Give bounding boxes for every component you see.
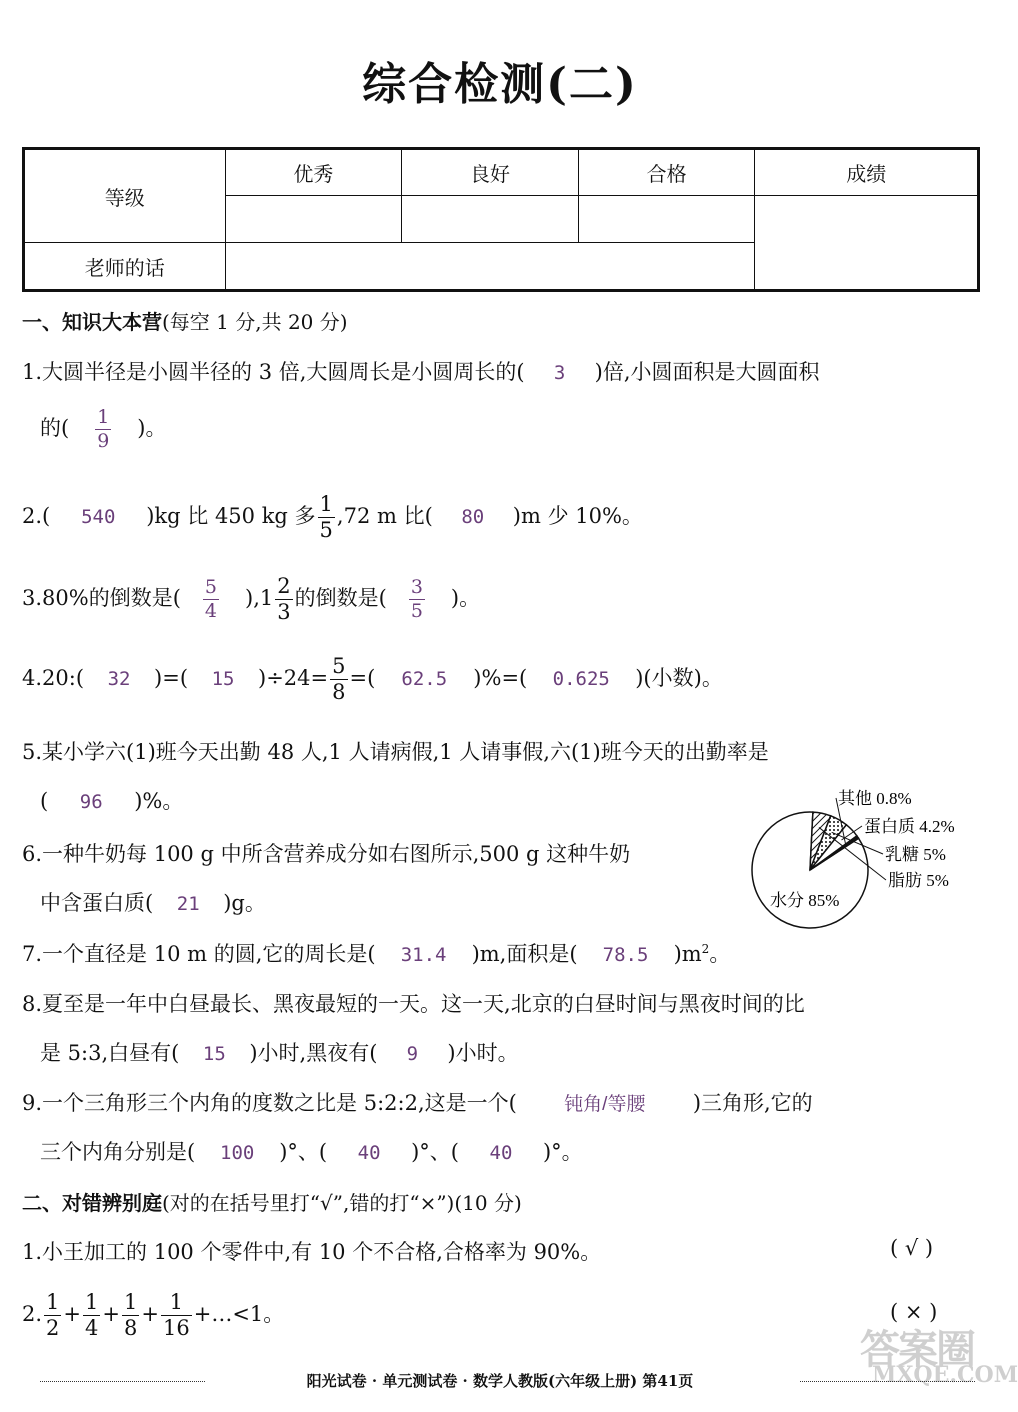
q4-answer-3[interactable]: 62.5 <box>401 668 448 690</box>
q8-answer-1[interactable]: 15 <box>202 1043 226 1065</box>
q8-text-c: )小时,黑夜有( <box>249 1041 378 1065</box>
j2-tail: +…<1。 <box>193 1302 285 1326</box>
grade-col-excellent: 优秀 <box>225 149 402 196</box>
question-2 <box>22 494 643 541</box>
q7-superscript: 2 <box>701 942 710 956</box>
q2-answer-2[interactable]: 80 <box>461 506 485 528</box>
teacher-comment-cell[interactable] <box>225 243 755 291</box>
j2-plus-3: + <box>141 1302 159 1326</box>
q9-answer-4[interactable]: 40 <box>489 1142 513 1164</box>
q3-answer-1[interactable]: $\frac{5}{4}$ <box>204 576 217 622</box>
watermark-logo: 答案圈 <box>860 1326 974 1373</box>
pie-label-water: 水分 85% <box>770 891 840 910</box>
q3-text-a: 3.80%的倒数是( <box>22 586 181 610</box>
grade-col-good: 良好 <box>402 149 579 196</box>
j2-frac-2: $\frac{1}{4}$ <box>85 1290 99 1340</box>
q8-text-b: 是 5:3,白昼有( <box>40 1041 180 1065</box>
q9-text-d: )°、( <box>279 1140 328 1164</box>
pie-label-protein: 蛋白质 4.2% <box>864 817 955 836</box>
judgement-1: 1.小王加工的 100 个零件中,有 10 个不合格,合格率为 90%。 <box>22 1240 602 1264</box>
q8-answer-2[interactable]: 9 <box>406 1043 419 1065</box>
q8-text-d: )小时。 <box>447 1041 519 1065</box>
q9-text-e: )°、( <box>411 1140 459 1164</box>
q4-text-c: )÷24= <box>258 666 329 690</box>
q9-answer-1[interactable]: 钝角/等腰 <box>564 1094 646 1115</box>
page-title: 综合检测(二) <box>362 59 638 110</box>
q5-text-b: ( <box>40 789 49 813</box>
q2-answer-1[interactable]: 540 <box>81 506 116 528</box>
q4-text-e: )%=( <box>473 666 528 690</box>
q1-text-a: 1.大圆半径是小圆半径的 3 倍,大圆周长是小圆周长的( <box>22 360 525 384</box>
grade-col-score: 成绩 <box>755 149 979 196</box>
j2-frac-3: $\frac{1}{8}$ <box>124 1290 138 1340</box>
q1-text-c: 的( <box>40 416 70 440</box>
pie-label-lactose: 乳糖 5% <box>885 845 946 864</box>
page-footer: 阳光试卷 · 单元测试卷 · 数学人教版(六年级上册) 第41页 <box>306 1372 694 1390</box>
j2-frac-4: $\frac{1}{16}$ <box>163 1290 190 1340</box>
grade-cell-excellent[interactable] <box>225 196 402 243</box>
q2-text-a: 2.( <box>22 504 51 528</box>
q7-text-b: )m,面积是( <box>471 942 578 966</box>
q1-answer-2[interactable]: $\frac{1}{9}$ <box>97 406 110 452</box>
q9-text-c: 三个内角分别是( <box>40 1140 196 1164</box>
q3-fraction: $\frac{2}{3}$ <box>277 574 291 624</box>
q4-fraction: $\frac{5}{8}$ <box>332 654 346 704</box>
q7-answer-2[interactable]: 78.5 <box>602 944 649 966</box>
section1-note: (每空 1 分,共 20 分) <box>162 310 348 334</box>
question-6-line2 <box>40 887 266 917</box>
pie-label-fat: 脂肪 5% <box>888 871 949 890</box>
question-5-line1: 5.某小学六(1)班今天出勤 48 人,1 人请病假,1 人请事假,六(1)班今天的出勤率是 <box>22 740 769 764</box>
j2-plus-1: + <box>63 1302 82 1326</box>
q1-text-b: )倍,小圆面积是大圆面积 <box>594 360 820 384</box>
q9-text-a: 9.一个三角形三个内角的度数之比是 5:2:2,这是一个( <box>22 1091 517 1115</box>
section2-title: 二、对错辨别庭 <box>22 1191 162 1215</box>
q3-text-b: ),1 <box>245 586 274 610</box>
question-6-line1: 6.一种牛奶每 100 g 中所含营养成分如右图所示,500 g 这种牛奶 <box>22 842 631 866</box>
grade-table <box>22 147 980 292</box>
watermark-url: MXQE.COM <box>872 1362 1018 1388</box>
question-9-line1 <box>22 1087 813 1117</box>
q5-answer[interactable]: 96 <box>79 791 103 813</box>
q1-text-d: )。 <box>137 416 167 440</box>
grade-cell-score[interactable] <box>755 196 979 291</box>
footer-dots-right <box>800 1381 975 1382</box>
q4-answer-2[interactable]: 15 <box>211 668 235 690</box>
question-8-line1: 8.夏至是一年中白昼最长、黑夜最短的一天。这一天,北京的白昼时间与黑夜时间的比 <box>22 992 805 1016</box>
q9-answer-2[interactable]: 100 <box>220 1142 255 1164</box>
question-7 <box>22 938 730 968</box>
grade-level-label: 等级 <box>24 149 226 243</box>
judgement-2-mark[interactable]: ( × ) <box>890 1300 938 1324</box>
judgement-1-mark[interactable]: ( √ ) <box>890 1236 934 1260</box>
section1-heading <box>22 306 348 335</box>
judgement-2 <box>22 1292 284 1339</box>
q9-text-b: )三角形,它的 <box>692 1091 813 1115</box>
q6-text-b: 中含蛋白质( <box>40 891 154 915</box>
pie-slices <box>752 812 868 928</box>
q4-text-d: =( <box>349 666 376 690</box>
q1-answer-1[interactable]: 3 <box>553 362 566 384</box>
q6-text-c: )g。 <box>223 891 266 915</box>
q2-text-c: ,72 m 比( <box>336 504 433 528</box>
q2-fraction: $\frac{1}{5}$ <box>319 492 333 542</box>
section1-title: 一、知识大本营 <box>22 310 162 334</box>
question-5-line2 <box>40 785 183 815</box>
q7-answer-1[interactable]: 31.4 <box>400 944 447 966</box>
q4-text-f: )(小数)。 <box>635 666 723 690</box>
teacher-comment-label: 老师的话 <box>24 243 226 291</box>
q4-answer-1[interactable]: 32 <box>107 668 131 690</box>
grade-cell-good[interactable] <box>402 196 579 243</box>
q3-text-d: )。 <box>450 586 481 610</box>
q2-text-b: )kg 比 450 kg 多 <box>146 504 316 528</box>
q7-text-a: 7.一个直径是 10 m 的圆,它的周长是( <box>22 942 376 966</box>
q4-text-b: )=( <box>154 666 189 690</box>
section2-note: (对的在括号里打“√”,错的打“×”)(10 分) <box>162 1191 522 1215</box>
j2-frac-1: $\frac{1}{2}$ <box>46 1290 60 1340</box>
q4-text-a: 4.20:( <box>22 666 85 690</box>
question-3 <box>22 576 480 623</box>
j2-prefix: 2. <box>22 1302 43 1326</box>
nutrition-pie-chart <box>740 780 985 930</box>
q6-answer[interactable]: 21 <box>176 893 200 915</box>
question-4 <box>22 656 723 703</box>
grade-cell-pass[interactable] <box>578 196 755 243</box>
q5-text-c: )%。 <box>134 789 184 813</box>
question-8-line2 <box>40 1037 519 1067</box>
q2-text-d: )m 少 10%。 <box>512 504 643 528</box>
q7-text-d: 。 <box>709 942 731 966</box>
section2-heading <box>22 1187 522 1216</box>
question-9-line2 <box>40 1136 583 1166</box>
pie-label-other: 其他 0.8% <box>838 789 912 808</box>
q9-text-f: )°。 <box>542 1140 583 1164</box>
j2-plus-2: + <box>102 1302 121 1326</box>
q3-text-c: 的倒数是( <box>294 586 387 610</box>
question-1-line2 <box>40 408 167 451</box>
q4-answer-4[interactable]: 0.625 <box>552 668 610 690</box>
question-1-line1 <box>22 356 820 386</box>
q3-answer-2[interactable]: $\frac{3}{5}$ <box>410 576 423 622</box>
q9-answer-3[interactable]: 40 <box>357 1142 381 1164</box>
grade-col-pass: 合格 <box>578 149 755 196</box>
q7-text-c: )m <box>673 942 702 966</box>
